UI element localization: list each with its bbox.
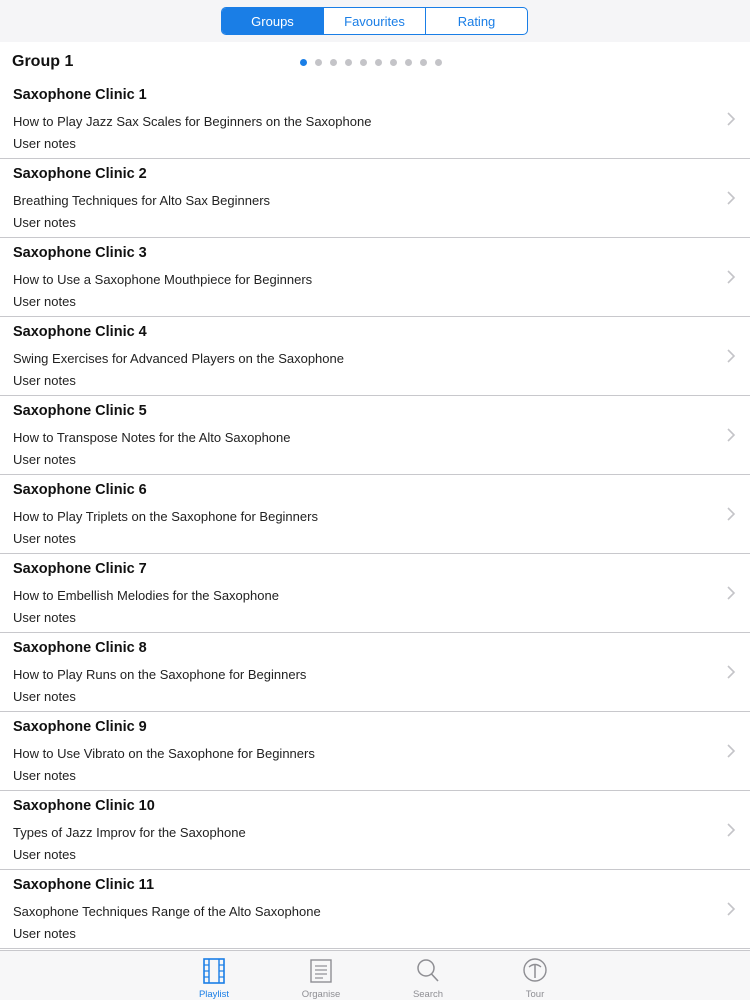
film-icon — [202, 957, 226, 985]
page-dot — [345, 59, 352, 66]
item-notes: User notes — [13, 373, 76, 388]
item-title: Saxophone Clinic 11 — [13, 877, 155, 893]
list-item[interactable] — [0, 633, 750, 712]
item-notes: User notes — [13, 610, 76, 625]
item-subtitle: How to Play Jazz Sax Scales for Beginners on the Saxophone — [13, 114, 372, 129]
item-title: Saxophone Clinic 6 — [13, 482, 147, 498]
item-notes: User notes — [13, 531, 76, 546]
chevron-right-icon — [726, 743, 736, 759]
item-subtitle: How to Use Vibrato on the Saxophone for Beginners — [13, 746, 315, 761]
item-notes: User notes — [13, 768, 76, 783]
item-title: Saxophone Clinic 8 — [13, 640, 147, 656]
segmented-control — [221, 7, 528, 35]
item-notes: User notes — [13, 215, 76, 230]
page-dot — [435, 59, 442, 66]
page-dot — [405, 59, 412, 66]
chevron-right-icon — [726, 427, 736, 443]
tab-bar — [0, 950, 750, 1000]
tab-label: Playlist — [198, 989, 230, 1000]
tab-label: Search — [412, 989, 444, 1000]
page-dot — [420, 59, 427, 66]
group-title: Group 1 — [12, 53, 74, 70]
chevron-right-icon — [726, 901, 736, 917]
tab-playlist[interactable] — [174, 951, 254, 1000]
list-item[interactable] — [0, 238, 750, 317]
page-indicator[interactable] — [300, 59, 442, 66]
item-notes: User notes — [13, 136, 76, 151]
chevron-right-icon — [726, 190, 736, 206]
segment-groups[interactable]: Groups — [222, 8, 324, 34]
page-dot — [300, 59, 307, 66]
item-title: Saxophone Clinic 5 — [13, 403, 147, 419]
page-dot — [360, 59, 367, 66]
tab-organise[interactable] — [281, 951, 361, 1000]
list-item[interactable] — [0, 317, 750, 396]
item-subtitle: Swing Exercises for Advanced Players on the Saxophone — [13, 351, 344, 366]
list-item[interactable] — [0, 159, 750, 238]
chevron-right-icon — [726, 822, 736, 838]
list-item[interactable] — [0, 80, 750, 159]
item-subtitle: How to Play Runs on the Saxophone for Beginners — [13, 667, 307, 682]
list-item[interactable] — [0, 475, 750, 554]
list-item[interactable] — [0, 712, 750, 791]
item-title: Saxophone Clinic 10 — [13, 798, 155, 814]
chevron-right-icon — [726, 269, 736, 285]
document-icon — [309, 957, 333, 985]
page-dot — [375, 59, 382, 66]
item-title: Saxophone Clinic 2 — [13, 166, 147, 182]
item-notes: User notes — [13, 689, 76, 704]
item-subtitle: How to Play Triplets on the Saxophone for Beginners — [13, 509, 318, 524]
segment-favourites[interactable]: Favourites — [324, 8, 426, 34]
item-subtitle: Types of Jazz Improv for the Saxophone — [13, 825, 246, 840]
item-notes: User notes — [13, 847, 76, 862]
item-title: Saxophone Clinic 4 — [13, 324, 147, 340]
top-bar — [0, 0, 750, 42]
chevron-right-icon — [726, 664, 736, 680]
search-icon — [416, 957, 440, 985]
item-subtitle: How to Embellish Melodies for the Saxophone — [13, 588, 279, 603]
list-item[interactable] — [0, 791, 750, 870]
page-dot — [390, 59, 397, 66]
chevron-right-icon — [726, 506, 736, 522]
segment-rating[interactable]: Rating — [457, 13, 496, 29]
chevron-right-icon — [726, 348, 736, 364]
item-title: Saxophone Clinic 7 — [13, 561, 147, 577]
tab-label: Tour — [525, 989, 545, 1000]
item-subtitle: Breathing Techniques for Alto Sax Beginners — [13, 193, 271, 208]
item-subtitle: How to Use a Saxophone Mouthpiece for Beginners — [13, 272, 313, 287]
playlist-list — [0, 80, 750, 949]
item-subtitle: How to Transpose Notes for the Alto Saxophone — [13, 430, 291, 445]
list-item[interactable] — [0, 554, 750, 633]
tab-search[interactable] — [388, 951, 468, 1000]
chevron-right-icon — [726, 111, 736, 127]
item-title: Saxophone Clinic 3 — [13, 245, 147, 261]
list-item[interactable] — [0, 870, 750, 949]
item-title: Saxophone Clinic 1 — [13, 87, 147, 103]
item-subtitle: Saxophone Techniques Range of the Alto Saxophone — [13, 904, 321, 919]
page-dot — [315, 59, 322, 66]
item-title: Saxophone Clinic 9 — [13, 719, 147, 735]
item-notes: User notes — [13, 452, 76, 467]
tour-icon — [523, 957, 547, 985]
tab-label: Organise — [301, 989, 341, 1000]
tab-tour[interactable] — [495, 951, 575, 1000]
item-notes: User notes — [13, 926, 76, 941]
item-notes: User notes — [13, 294, 76, 309]
group-header — [0, 42, 750, 80]
chevron-right-icon — [726, 585, 736, 601]
page-dot — [330, 59, 337, 66]
list-item[interactable] — [0, 396, 750, 475]
